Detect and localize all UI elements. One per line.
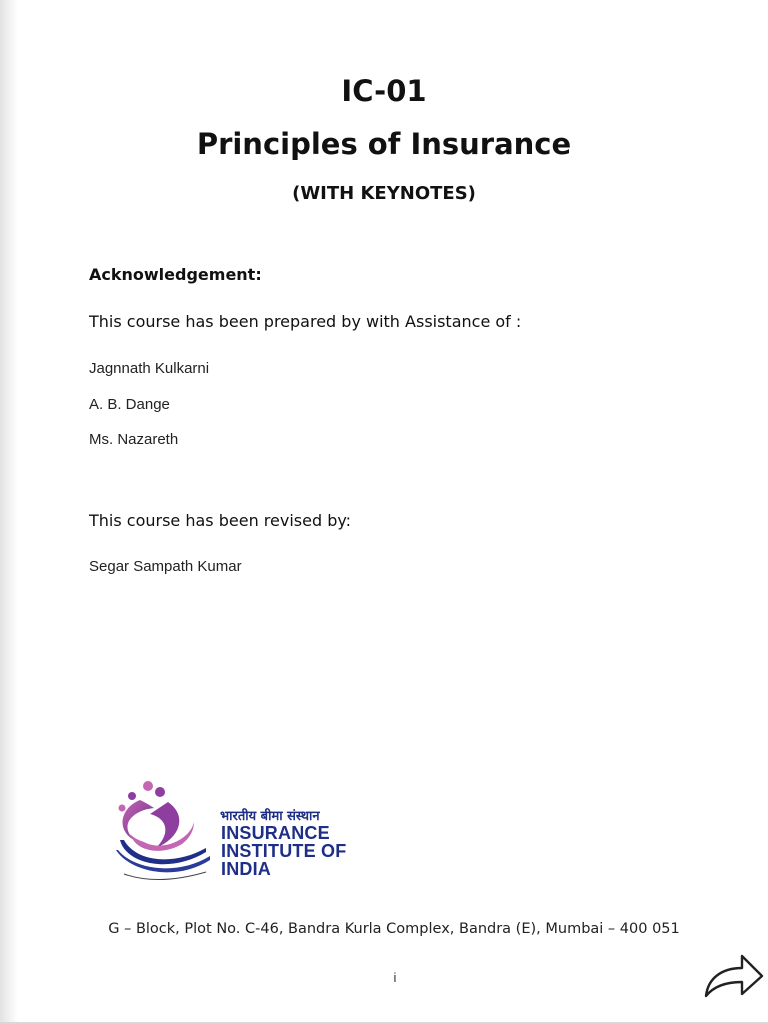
revised-by-text: This course has been revised by: <box>89 511 352 530</box>
contributor-name: Ms. Nazareth <box>89 431 179 448</box>
organization-name-line: INSTITUTE OF <box>221 841 347 861</box>
organization-name-line: INDIA <box>221 859 271 879</box>
reviser-name: Segar Sampath Kumar <box>89 558 242 575</box>
organization-name-line: INSURANCE <box>221 823 330 843</box>
prepared-by-text: This course has been prepared by with Assistance of : <box>89 312 522 331</box>
course-title: Principles of Insurance <box>196 127 572 161</box>
organization-address: G – Block, Plot No. C-46, Bandra Kurla Complex, Bandra (E), Mumbai – 400 051 <box>108 921 680 937</box>
course-subtitle: (WITH KEYNOTES) <box>292 183 476 204</box>
contributor-name: A. B. Dange <box>89 396 170 413</box>
acknowledgement-heading: Acknowledgement: <box>89 265 262 284</box>
organization-name-hindi: भारतीय बीमा संस्थान <box>220 809 320 824</box>
contributor-name: Jagnnath Kulkarni <box>89 360 210 377</box>
share-arrow-icon[interactable] <box>700 948 766 1004</box>
course-code: IC-01 <box>341 74 427 108</box>
page-number: i <box>393 970 397 985</box>
